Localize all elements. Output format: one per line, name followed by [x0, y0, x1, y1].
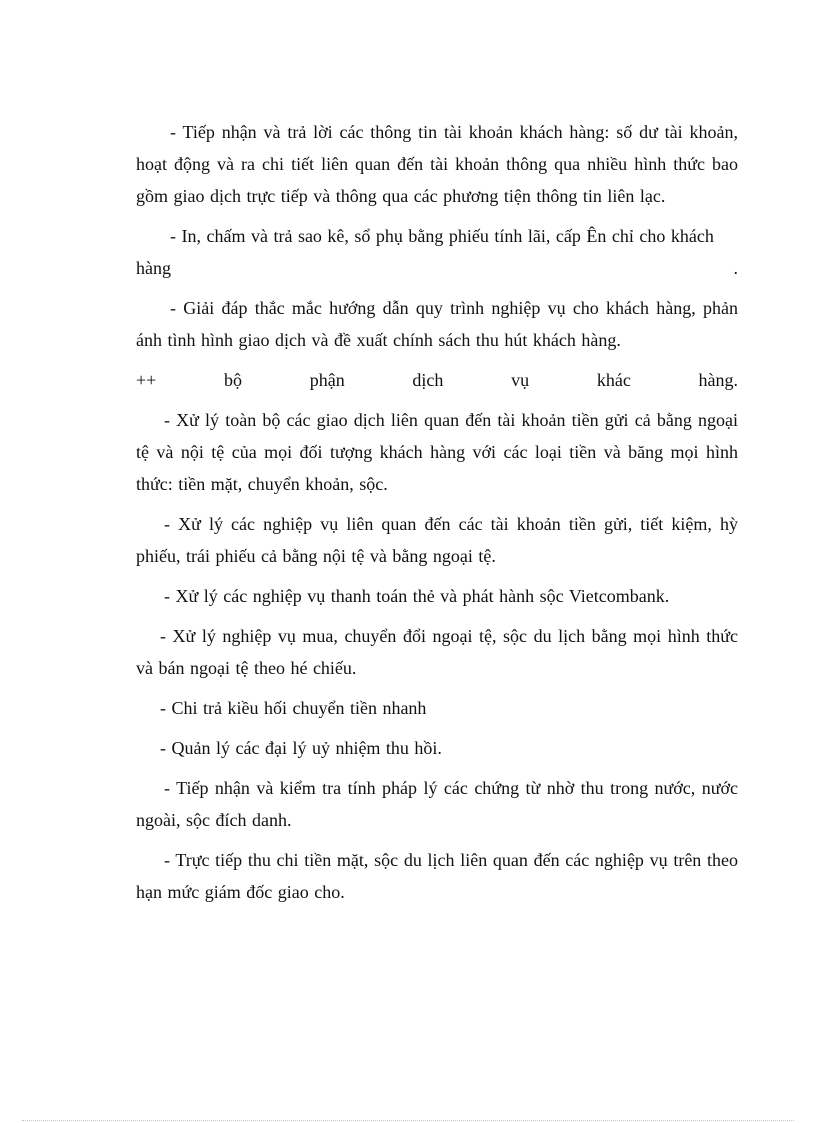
paragraph-statements: - In, chấm và trả sao kê, sổ phụ bằng phiếu tính lãi, cấp Ên chỉ cho khách [170, 226, 714, 246]
paragraph-card-payments: - Xử lý các nghiệp vụ thanh toán thẻ và phát hành sộc Vietcombank. [164, 586, 670, 606]
paragraph-remittance: - Chi trả kiều hối chuyển tiền nhanh [160, 698, 427, 718]
statements-continued-text: hàng [136, 258, 171, 278]
paragraph-statements-continued [136, 252, 738, 284]
document-body [136, 116, 738, 916]
statements-continued-period: . [733, 258, 738, 278]
paragraph-foreign-exchange: - Xử lý nghiệp vụ mua, chuyển đổi ngoại tệ, sộc du lịch bằng mọi hình thức và bán ngoại tệ theo hé chiếu. [136, 626, 738, 678]
paragraph-savings-operations: - Xử lý các nghiệp vụ liên quan đến các tài khoản tiền gửi, tiết kiệm, hỳ phiếu, trái phiếu cả bằng nội tệ và bằng ngoại tệ. [136, 514, 738, 566]
paragraph-agent-management: - Quản lý các đại lý uỷ nhiệm thu hồi. [160, 738, 442, 758]
paragraph-customer-guidance: - Giải đáp thắc mắc hướng dẫn quy trình nghiệp vụ cho khách hàng, phản ánh tình hình giao dịch và đề xuất chính sách thu hút khách hàng. [136, 298, 738, 350]
page-bottom-divider [22, 1120, 794, 1121]
paragraph-account-info: - Tiếp nhận và trả lời các thông tin tài khoản khách hàng: số dư tài khoản, hoạt động và ra chi tiết liên quan đến tài khoản thông qua nhiều hình thức bao gồm giao dịch trực tiếp và thông qua các phương tiện thông tin liên lạc. [136, 122, 738, 206]
section-heading-customer-service: ++ bộ phận dịch vụ khác hàng. [136, 370, 738, 390]
paragraph-document-verification: - Tiếp nhận và kiểm tra tính pháp lý các chứng từ nhờ thu trong nước, nước ngoài, sộc đích danh. [136, 778, 738, 830]
paragraph-deposit-transactions: - Xử lý toàn bộ các giao dịch liên quan đến tài khoản tiền gửi cả bằng ngoại tệ và nội tệ của mọi đối tượng khách hàng với các loại tiền và băng mọi hình thức: tiền mặt, chuyển khoản, sộc. [136, 410, 738, 494]
paragraph-cash-handling: - Trực tiếp thu chi tiền mặt, sộc du lịch liên quan đến các nghiệp vụ trên theo hạn mức giám đốc giao cho. [136, 850, 738, 902]
